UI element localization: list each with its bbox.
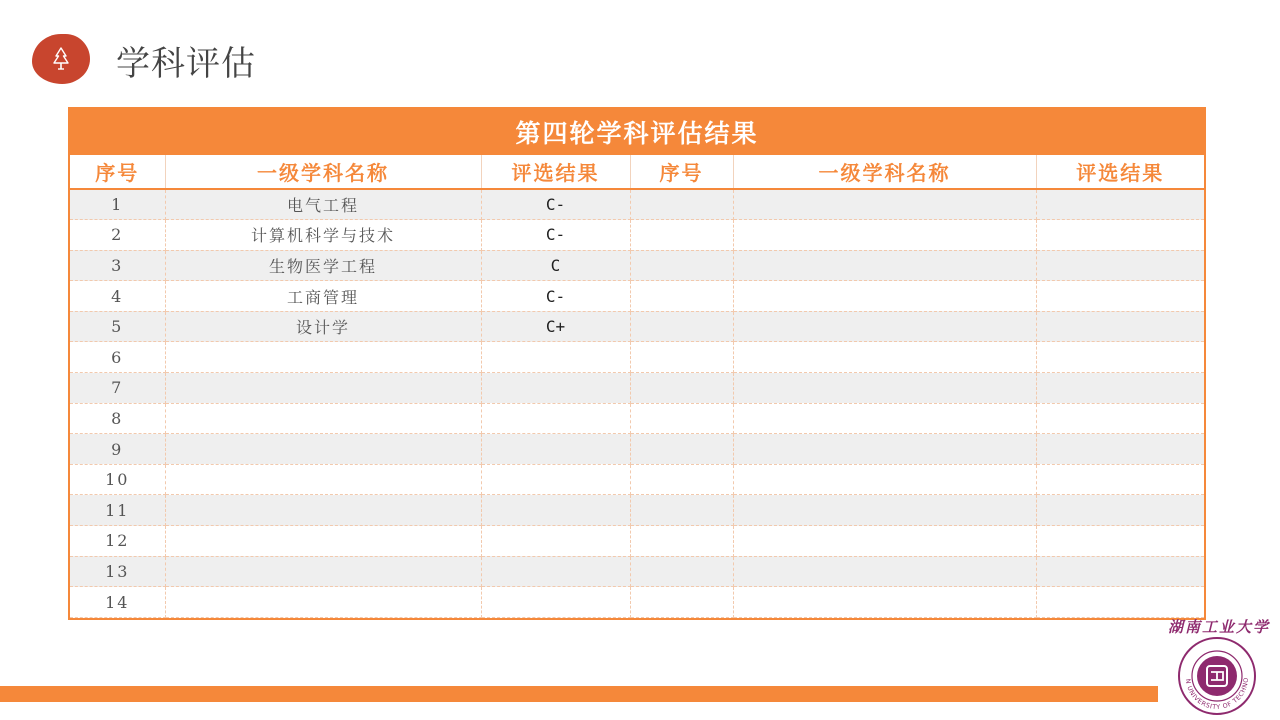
cell-result: C: [481, 250, 630, 281]
cell-discipline-2: [733, 311, 1036, 342]
cell-index: 6: [70, 342, 165, 373]
cell-discipline: [165, 526, 481, 557]
column-header-index: 序号: [70, 155, 165, 189]
logo-calligraphy: 湖南工业大学: [1167, 618, 1271, 636]
cell-result: [481, 495, 630, 526]
cell-result-2: [1036, 250, 1204, 281]
header-row: [70, 155, 1204, 189]
cell-discipline-2: [733, 189, 1036, 220]
table-row: [70, 311, 1204, 342]
cell-index: 8: [70, 403, 165, 434]
cell-index: 1: [70, 189, 165, 220]
cell-result: [481, 556, 630, 587]
cell-result: C-: [481, 281, 630, 312]
cell-index-2: [630, 373, 733, 404]
cell-index-2: [630, 250, 733, 281]
table-row: [70, 526, 1204, 557]
cell-discipline-2: [733, 373, 1036, 404]
cell-discipline-2: [733, 220, 1036, 251]
cell-result: C+: [481, 311, 630, 342]
cell-result: [481, 587, 630, 618]
cell-result-2: [1036, 434, 1204, 465]
cell-result-2: [1036, 556, 1204, 587]
column-header-discipline-2: 一级学科名称: [733, 155, 1036, 189]
cell-result-2: [1036, 342, 1204, 373]
cell-discipline: [165, 403, 481, 434]
cell-result-2: [1036, 373, 1204, 404]
cell-result: C-: [481, 189, 630, 220]
cell-result: [481, 342, 630, 373]
cell-discipline: 设计学: [165, 311, 481, 342]
cell-result-2: [1036, 495, 1204, 526]
cell-discipline: 电气工程: [165, 189, 481, 220]
table-row: [70, 281, 1204, 312]
cell-index-2: [630, 434, 733, 465]
table-body: [70, 189, 1204, 617]
cell-discipline-2: [733, 495, 1036, 526]
cell-result: [481, 464, 630, 495]
cell-result-2: [1036, 526, 1204, 557]
cell-index: 12: [70, 526, 165, 557]
cell-result-2: [1036, 403, 1204, 434]
column-header-discipline: 一级学科名称: [165, 155, 481, 189]
cell-index: 9: [70, 434, 165, 465]
cell-index: 14: [70, 587, 165, 618]
cell-discipline: [165, 495, 481, 526]
cell-result: [481, 373, 630, 404]
section-badge: [32, 34, 90, 84]
cell-result: [481, 403, 630, 434]
table-row: [70, 373, 1204, 404]
cell-discipline: 生物医学工程: [165, 250, 481, 281]
results-grid: [70, 155, 1204, 618]
cell-result-2: [1036, 311, 1204, 342]
cell-discipline-2: [733, 342, 1036, 373]
cell-index: 7: [70, 373, 165, 404]
cell-index: 4: [70, 281, 165, 312]
cell-index-2: [630, 281, 733, 312]
cell-index-2: [630, 526, 733, 557]
cell-result-2: [1036, 189, 1204, 220]
evaluation-table: [68, 107, 1206, 620]
table-row: [70, 464, 1204, 495]
cell-discipline: [165, 556, 481, 587]
cell-index-2: [630, 495, 733, 526]
cell-discipline-2: [733, 526, 1036, 557]
table-row: [70, 250, 1204, 281]
tree-icon: [51, 47, 71, 71]
table-row: [70, 495, 1204, 526]
cell-index-2: [630, 342, 733, 373]
cell-discipline: [165, 434, 481, 465]
column-header-result: 评选结果: [481, 155, 630, 189]
cell-index-2: [630, 220, 733, 251]
cell-result-2: [1036, 464, 1204, 495]
logo-ring-text: N UNIVERSITY OF TECHNO: [1183, 677, 1251, 712]
cell-index-2: [630, 587, 733, 618]
cell-discipline: [165, 342, 481, 373]
cell-discipline-2: [733, 434, 1036, 465]
cell-result: [481, 434, 630, 465]
table-row: [70, 189, 1204, 220]
cell-index: 11: [70, 495, 165, 526]
cell-discipline: [165, 587, 481, 618]
table-row: [70, 403, 1204, 434]
cell-discipline: [165, 373, 481, 404]
university-logo: [1157, 610, 1279, 718]
table-row: [70, 587, 1204, 618]
page-title: 学科评估: [116, 44, 256, 84]
table-row: [70, 220, 1204, 251]
cell-index-2: [630, 556, 733, 587]
cell-result-2: [1036, 220, 1204, 251]
cell-discipline: 工商管理: [165, 281, 481, 312]
cell-discipline-2: [733, 556, 1036, 587]
cell-index-2: [630, 403, 733, 434]
table-row: [70, 434, 1204, 465]
cell-discipline: [165, 464, 481, 495]
cell-discipline-2: [733, 281, 1036, 312]
table-row: [70, 556, 1204, 587]
cell-index: 2: [70, 220, 165, 251]
cell-result: C-: [481, 220, 630, 251]
column-header-index-2: 序号: [630, 155, 733, 189]
cell-discipline: 计算机科学与技术: [165, 220, 481, 251]
cell-result-2: [1036, 281, 1204, 312]
table-row: [70, 342, 1204, 373]
table-caption: 第四轮学科评估结果: [70, 109, 1204, 155]
cell-discipline-2: [733, 250, 1036, 281]
cell-result: [481, 526, 630, 557]
column-header-result-2: 评选结果: [1036, 155, 1204, 189]
footer-bar: [0, 686, 1158, 702]
cell-index: 3: [70, 250, 165, 281]
cell-index-2: [630, 464, 733, 495]
cell-index: 10: [70, 464, 165, 495]
cell-discipline-2: [733, 464, 1036, 495]
cell-discipline-2: [733, 587, 1036, 618]
cell-index: 5: [70, 311, 165, 342]
cell-index-2: [630, 311, 733, 342]
cell-index-2: [630, 189, 733, 220]
cell-index: 13: [70, 556, 165, 587]
cell-discipline-2: [733, 403, 1036, 434]
